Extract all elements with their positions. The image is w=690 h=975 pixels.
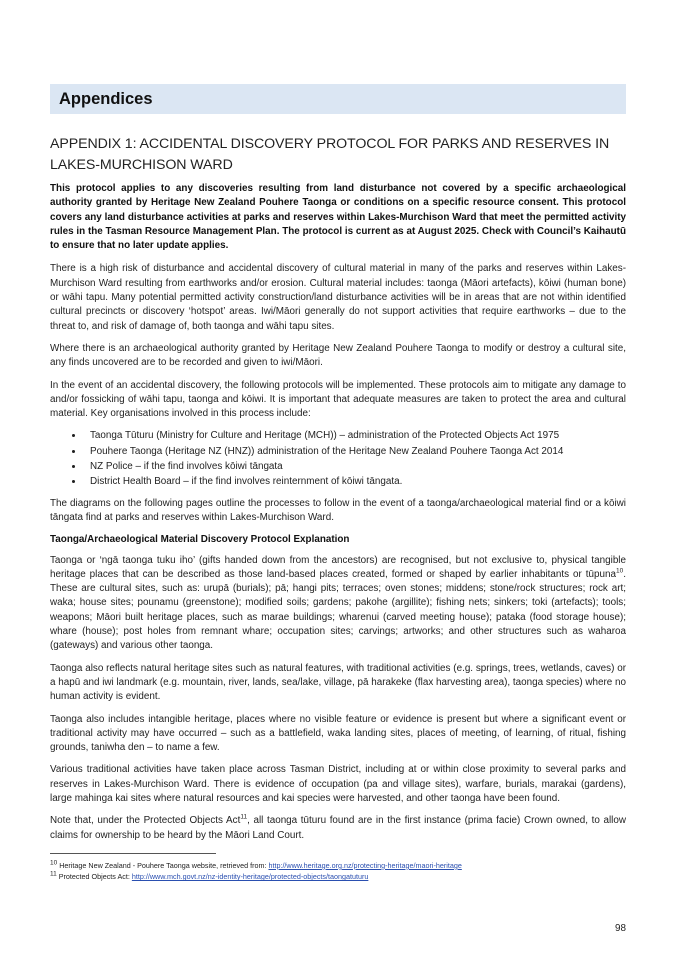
footnote-ref-11[interactable]: 11: [240, 813, 248, 821]
paragraph-taonga: [50, 554, 626, 654]
paragraph-diagrams: The diagrams on the following pages outline the processes to follow in the event of a taonga/archaeological material find or a kōiwi tāngata find at parks and reserves within Lakes-Murchison Ward.: [50, 497, 626, 523]
paragraph-risk: There is a high risk of disturbance and accidental discovery of cultural material in many of the parks and reserves within Lakes-Murchison Ward resulting from earthworks and/or erosion. Cultural material includes: taonga (Māori artefacts), kōiwi (human bone) or wāhi tapu. Many potential permitted activity construction/land disturbance activities will be in areas that are not within identified cultural precincts or discovery ‘hotspot’ areas. Iwi/Māori generally do not support activities that require earthworks – due to the threat to, and risk of damage of, both taonga and wāhi tapu sites.: [50, 263, 626, 332]
list-item: • Pouhere Taonga (Heritage NZ (HNZ)) administration of the Heritage New Zealand Pouhere Taonga Act 2014: [84, 445, 626, 459]
list-item: • NZ Police – if the find involves kōiwi tāngata: [84, 460, 626, 474]
appendix-title: APPENDIX 1: ACCIDENTAL DISCOVERY PROTOCOL FOR PARKS AND RESERVES IN LAKES-MURCHISON WARD: [50, 136, 610, 173]
footnote-text: Heritage New Zealand - Pouhere Taonga website, retrieved from:: [57, 860, 269, 870]
footnote-number: 10: [50, 859, 58, 867]
footnote-ref-10[interactable]: 10: [616, 567, 624, 575]
paragraph-authority: Where there is an archaeological authority granted by Heritage New Zealand Pouhere Taonga to modify or destroy a cultural site, any finds uncovered are to be recorded and given to iwi/Māori.: [50, 342, 626, 369]
footnote-10: [50, 860, 626, 872]
footnote-divider: [50, 853, 216, 854]
footnote-11: [50, 871, 626, 883]
list-item: • Taonga Tūturu (Ministry for Culture and Heritage (MCH)) – administration of the Protected Objects Act 1975: [84, 429, 626, 443]
page-number: 98: [615, 923, 626, 934]
paragraph-protected-objects-text-cont: , all taonga tūturu found are in the first instance (prima facie) Crown owned, to allow claims for ownership to be heard by the Māori Land Court.: [50, 815, 626, 841]
paragraph-taonga-text: Taonga or ‘ngā taonga tuku iho’ (gifts handed down from the ancestors) are recognised, but not exclusive to, physical tangible heritage places that can be described as those land-based places created, formed or shaped by earlier inhabitants or tūpuna: [50, 554, 626, 580]
paragraph-protected-objects-text: Note that, under the Protected Objects Act: [50, 815, 241, 827]
intro-paragraph: This protocol applies to any discoveries resulting from land disturbance not covered by a specific archaeological authority granted by Heritage New Zealand Pouhere Taonga or conditions on a specific resource consent. This protocol covers any land disturbance activities at parks and reserves within Lakes-Murchison Ward that meet the permitted activity rules in the Tasman Resource Management Plan. The protocol is current as at August 2025. Check with Council’s Kaihautū to ensure that no later update applies.: [50, 183, 626, 252]
paragraph-intangible-heritage: Taonga also includes intangible heritage, places where no visible feature or evidence is present but where a significant event or traditional activity may have occurred – such as a battlefield, waka landing sites, places of meeting, of learning, of ritual, fishing grounds, taniwha den – to name a few.: [50, 713, 626, 754]
footnote-number: 11: [50, 870, 57, 878]
footnote-text: Protected Objects Act:: [56, 872, 132, 882]
subheading-explanation: Taonga/Archaeological Material Discovery Protocol Explanation: [50, 534, 350, 546]
banner-title: Appendices: [59, 89, 153, 108]
organisations-list: [50, 429, 626, 489]
paragraph-traditional-activities: Various traditional activities have taken place across Tasman District, including at or within close proximity to several parks and reserves in Lakes-Murchison Ward. There is evidence of occupation (pa and village sites), warfare, burials, marakai (gardens), large mahinga kai sites where natural resources and kai species were harvested, and other taonga have been found.: [50, 764, 626, 804]
footnote-link[interactable]: http://www.heritage.org.nz/protecting-heritage/maori-heritage: [268, 860, 462, 870]
paragraph-natural-heritage: Taonga also reflects natural heritage sites such as natural features, with traditional activities (e.g. springs, trees, wetlands, caves) or a hapū and iwi landmark (e.g. mountain, river, lands, sea/lake, village, pā harakeke (flax harvesting area), taonga species) where no human activity is evident.: [50, 662, 626, 703]
paragraph-protected-objects: [50, 814, 626, 843]
footnote-link[interactable]: http://www.mch.govt.nz/nz-identity-heritage/protected-objects/taongatuturu: [131, 872, 369, 882]
document-page: [50, 84, 626, 883]
section-banner: [50, 84, 626, 114]
paragraph-taonga-text-cont: . These are cultural sites, such as: urupā (burials); pā; hangi pits; terraces; oven stones; middens; stone/rock structures; rock art; waka; house sites; pounamu (greenstone); modified soils; gardens; pakohe (argillite); fishing nets; sinkers; toki (artefacts); tools; weapons; Māori built heritage places, such as marae buildings; wharenui (carved meeting house); pataka (food storage house); whare (house); post holes from remnant whare; occupation sites; carvings; artworks; and other structures such as waharoa (gateways) and various other taonga.: [50, 568, 626, 652]
list-item: • District Health Board – if the find involves reinternment of kōiwi tāngata.: [84, 475, 626, 489]
paragraph-protocols: In the event of an accidental discovery, the following protocols will be implemented. These protocols aim to mitigate any damage to and/or fossicking of wāhi tapu, taonga and kōiwi. It is important that adequate measures are taken to protect the area and cultural material. Key organisations involved in this process include:: [50, 379, 626, 420]
